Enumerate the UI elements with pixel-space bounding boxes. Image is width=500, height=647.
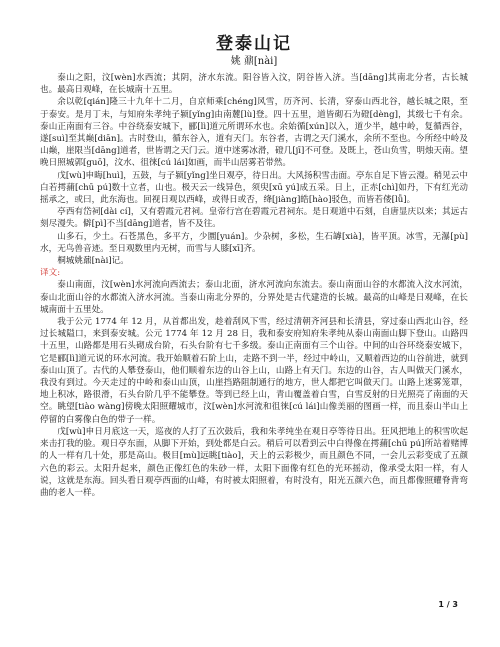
- original-text: [40, 72, 468, 267]
- document-page: [40, 34, 468, 499]
- original-paragraph: 山多石，少土。石苍黑色，多平方，少圜[yuán]。少杂树，多松，生石罅[xià]，皆平顶。冰雪，无瀑[pù]水，无鸟兽音迹。至日观数里内无树，而雪与人膝[xī]齐。: [40, 231, 468, 254]
- translation-text: [40, 279, 468, 499]
- translation-paragraph: 我于公元 1774 年 12 月，从首都出发，趁着刮风下雪，经过清朝齐河县和长清县，穿过泰山西北山谷，经过长城隘口，来到泰安城。公元 1774 年 12 月 28 日，我和泰安府知府朱孝纯从泰山南面山脚下登山。山路四十五里，山路都是用石头砌成台阶，石头台阶有七千多级。泰山正南面有三个山谷。中间的山谷环绕泰安城下，它是郦[lì]道元说的环水河流。我开始顺着石阶上山，走路不到一半，经过中岭山，又顺着西边的山谷前进，就到泰山山顶了。古代的人攀登泰山，他们顺着东边的山谷上山，山路上有天门。东边的山谷，古人叫做天门溪水，我没有到过。今天走过的中岭和泰山山顶，山崖挡路阻制通行的地方，世人都把它叫做天门。山路上迷雾笼罩，地上积冰，路很滑，石头台阶几乎不能攀登。等到已经上山，青山覆盖着白雪，白雪反射的日光照亮了南面的天空。眺望[tiào wàng]傍晚太阳照耀城市，汶[wèn]水河流和徂徕[cú lái]山像美丽的图画一样，而且泰山半山上停留的白雾像白色的带子一样。: [40, 317, 468, 425]
- document-title: 登泰山记: [216, 34, 292, 54]
- author-line: 姚 鼐[nài]: [230, 56, 278, 67]
- original-paragraph: 余以乾[qián]隆三十九年十二月，自京师乘[chéng]风雪，历齐河、长清，穿泰山西北谷，越长城之限，至于泰安。是月丁未，与知府朱孝纯子颍[yǐng]由南麓[lù]登。四十五里，道皆砌石为磴[dèng]，其级七千有余。泰山正南面有三谷。中谷绕泰安城下，郦[lì]道元所谓环水也。余始循[xún]以入，道少半，越中岭，复循西谷，遂[suì]至其巅[diān]。古时登山，循东谷入，道有天门。东谷者，古谓之天门溪水，余所不至也。今所经中岭及山巅，崖限当[dāng]道者，世皆谓之天门云。道中迷雾冰滑，磴几[jī]不可登。及既上，苍山负雪，明烛天南。望晚日照城郭[guō]，汶水、徂徕[cú lái]如画，而半山居雾若带然。: [40, 97, 468, 169]
- page-number: 1 / 3: [438, 600, 458, 609]
- original-paragraph: 泰山之阳，汶[wèn]水西流；其阴，济水东流。阳谷皆入汶，阴谷皆入济。当[dāng]其南北分者，古长城也。最高日观峰，在长城南十五里。: [40, 73, 468, 96]
- original-paragraph: 亭西有岱祠[dài cí]，又有碧霞元君祠。皇帝行宫在碧霞元君祠东。是日观道中石刻，自唐显庆以来；其远古刻尽漫失。僻[pì]不当[dāng]道者，皆不及往。: [40, 207, 468, 230]
- translation-label: 译文:: [40, 268, 61, 279]
- original-paragraph: 戊[wù]申晦[huì]，五鼓，与子颍[yǐng]坐日观亭，待日出。大风扬积雪击面。亭东自足下皆云漫。稍见云中白若摴蒱[chū pú]数十立者，山也。极天云一线异色，须臾[xū yú]成五采。日上，正赤[chì]如丹，下有红光动摇承之，或曰，此东海也。回视日观以西峰，或得日或否，绛[jiàng]皓[hào]驳色，而皆若偻[lǚ]。: [40, 170, 468, 206]
- translation-paragraph: 戊[wù]申日月底这一天，巡夜的人打了五次鼓后，我和朱孝纯坐在观日亭等待日出。狂风把地上的积雪吹起来击打我的脸。观日亭东面，从脚下开始，到处都是白云。稍后可以看到云中白得像在摴蒱[chū pú]所站着赌博的人一样有几十处，那是高山。极目[mù]远眺[tiào]，天上的云彩极少，而且颜色不同，一会儿云彩变成了五颜六色的彩云。太阳升起来，颜色正像红色的朱砂一样，太阳下面像有红色的光环摇动，像承受太阳一样，有人说，这就是东海。回头看日观亭西面的山峰，有时被太阳照着，有时没有，阳光五颜六色，而且都像照耀脊背弯曲的老人一样。: [40, 426, 468, 498]
- original-signature: 桐城姚鼐[nài]记。: [57, 256, 129, 267]
- translation-paragraph: 泰山南面，汶[wèn]水河流向西流去；泰山北面，济水河流向东流去。泰山南面山谷的水都流入汶水河流，泰山北面山谷的水都流入济水河流。当泰山南北分界的，分界处是古代建造的长城。最高的山峰是日观峰，在长城南面十五里处。: [40, 280, 468, 315]
